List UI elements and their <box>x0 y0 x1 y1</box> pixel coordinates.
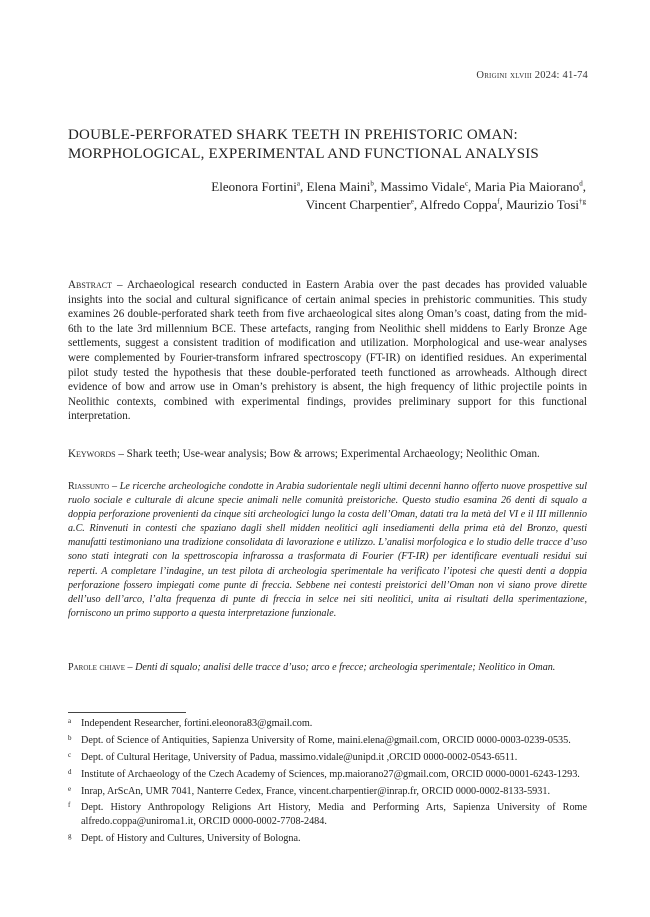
parole-chiave-section <box>68 661 587 675</box>
author-name: Alfredo Coppa <box>419 197 498 212</box>
footnote-mark: d <box>68 767 72 776</box>
footnote-text: Institute of Archaeology of the Czech Academy of Sciences, mp.maiorano27@gmail.com, ORCID 0000-0001-6243-1293. <box>81 768 580 780</box>
footnote <box>68 801 587 828</box>
riassunto-text: Le ricerche archeologiche condotte in Arabia sudorientale negli ultimi decenni hanno offerto nuove prospettive sul ruolo sociale e culturale di alcune specie animali nelle comunità preistoriche. Questo studio esamina 26 denti di squalo a doppia perforazione provenienti da cinque siti archeologici lungo la costa dell’Oman, datati tra la metà del VI e il III millennio a.C. Rinvenuti in contesti che spaziano dagli shell midden neolitici agli insediamenti della prima età del Bronzo, questi manufatti testimoniano una tradizione consolidata di lavorazione e utilizzo. L’analisi morfologica e lo studio delle tracce d’uso sono stati integrati con la spettroscopia infrarossa a trasformata di Fourier (FT-IR) per identificare eventuali residui sui reperti. A completare l’indagine, un test pilota di archeologia sperimentale ha verificato l’ipotesi che questi denti a doppia perforazione fossero impiegati come punte di freccia. Sebbene nei contesti preistorici dell’Oman non vi siano prove dirette dell’uso dell’arco, l’alta frequenza di punte di freccia in selce nei siti neolitici, unita ai risultati della sperimentazione, forniscono un primo supporto a questa interpretazione funzionale. <box>68 481 588 619</box>
abstract-section <box>68 278 587 424</box>
section-separator: – <box>112 279 127 291</box>
section-separator: – <box>109 481 120 492</box>
footnote-mark: f <box>68 801 71 810</box>
author-name: Elena Maini <box>306 179 371 194</box>
riassunto-section <box>68 480 587 621</box>
riassunto-label: Riassunto <box>68 481 110 492</box>
keywords-section <box>68 447 587 462</box>
footnote-text: Dept. of History and Cultures, University of Bologna. <box>81 832 301 844</box>
footnote <box>68 785 587 798</box>
journal-name: Origini <box>476 70 508 81</box>
footnote <box>68 832 587 845</box>
footnote <box>68 751 587 764</box>
author-name: Vincent Charpentier <box>305 197 411 212</box>
author-affiliation-mark: b <box>370 179 374 188</box>
keywords-text: Shark teeth; Use-wear analysis; Bow & arrows; Experimental Archaeology; Neolithic Oman. <box>126 448 540 460</box>
footnote <box>68 717 587 730</box>
title-line-2: MORPHOLOGICAL, EXPERIMENTAL AND FUNCTIONAL ANALYSIS <box>68 146 539 162</box>
abstract-text: Archaeological research conducted in Eastern Arabia over the past decades has provided valuable insights into the social and cultural significance of certain animal species in prehistoric communities. This study examines 26 double-perforated shark teeth from five archaeological sites along Oman’s coast, dating from the mid-6th to the late 3rd millennium BCE. These artefacts, ranging from Neolithic shell middens to Early Bronze Age settlements, suggest a consistent tradition of modification and utilization. Morphological and use-wear analyses were complemented by Fourier-transform infrared spectroscopy (FT-IR) on identified residues. An experimental pilot study tested the hypothesis that these double-perforated teeth functioned as arrowheads. Although direct evidence of bow and arrow use in Oman’s prehistory is absent, the high frequency of lithic projectile points in Neolithic contexts, combined with experimental findings, provides preliminary support for this functional interpretation. <box>68 279 587 423</box>
author-affiliation-mark: d <box>579 179 583 188</box>
author-affiliation-mark: a <box>296 179 300 188</box>
running-header <box>476 70 588 81</box>
footnote-text: Inrap, ArScAn, UMR 7041, Nanterre Cedex, France, vincent.charpentier@inrap.fr, ORCID 0000-0002-8133-5931. <box>81 785 550 797</box>
journal-volume: xlviii 2024: 41-74 <box>507 70 588 81</box>
author-name: Maurizio Tosi <box>506 197 579 212</box>
footnote-text: Dept. of Cultural Heritage, University of Padua, massimo.vidale@unipd.it ,ORCID 0000-0002-0543-6511. <box>81 751 518 763</box>
author-affiliation-mark: c <box>464 179 469 188</box>
title-line-1: DOUBLE-PERFORATED SHARK TEETH IN PREHISTORIC OMAN: <box>68 127 518 143</box>
author-affiliation-mark: e <box>410 197 414 206</box>
parole-chiave-text: Denti di squalo; analisi delle tracce d’uso; arco e frecce; archeologia sperimentale; Neolitico in Oman. <box>135 662 556 673</box>
author-line-2: Vincent Charpentier$^e$, Alfredo Coppa$^f$, Maurizio Tosi$^{\dagger g}$ <box>305 197 586 212</box>
author-line-1: Eleonora Fortini$^a$, Elena Maini$^b$, Massimo Vidale$^c$, Maria Pia Maiorano$^d$, <box>211 179 586 194</box>
author-name: Eleonora Fortini <box>211 179 297 194</box>
author-name: Massimo Vidale <box>380 179 465 194</box>
author-affiliation-mark: f <box>497 197 500 206</box>
footnote-text: Dept. of Science of Antiquities, Sapienza University of Rome, maini.elena@gmail.com, ORCID 0000-0003-0239-0535. <box>81 734 571 746</box>
footnotes <box>68 717 587 849</box>
footnote-text: Dept. History Anthropology Religions Art History, Media and Performing Arts, Sapienza University of Rome alfredo.coppa@uniroma1.it, ORCID 0000-0002-7708-2484. <box>81 802 587 827</box>
author-affiliation-mark: †g <box>579 197 586 206</box>
author-list <box>211 178 586 214</box>
footnote-mark: a <box>68 717 72 725</box>
section-separator: – <box>125 662 136 673</box>
footnote-mark: e <box>68 784 72 793</box>
abstract-label: Abstract <box>68 279 113 291</box>
keywords-label: Keywords <box>68 448 116 460</box>
footnote-rule <box>68 712 186 713</box>
author-name: Maria Pia Maiorano <box>474 179 580 194</box>
footnote <box>68 768 587 781</box>
footnote-mark: g <box>68 831 72 840</box>
parole-chiave-label: Parole chiave <box>68 662 126 673</box>
footnote <box>68 734 587 747</box>
section-separator: – <box>115 448 127 460</box>
footnote-mark: c <box>68 750 72 759</box>
paper-title <box>68 126 600 164</box>
footnote-text: Independent Researcher, fortini.eleonora83@gmail.com. <box>81 718 313 729</box>
footnote-mark: b <box>68 733 72 742</box>
